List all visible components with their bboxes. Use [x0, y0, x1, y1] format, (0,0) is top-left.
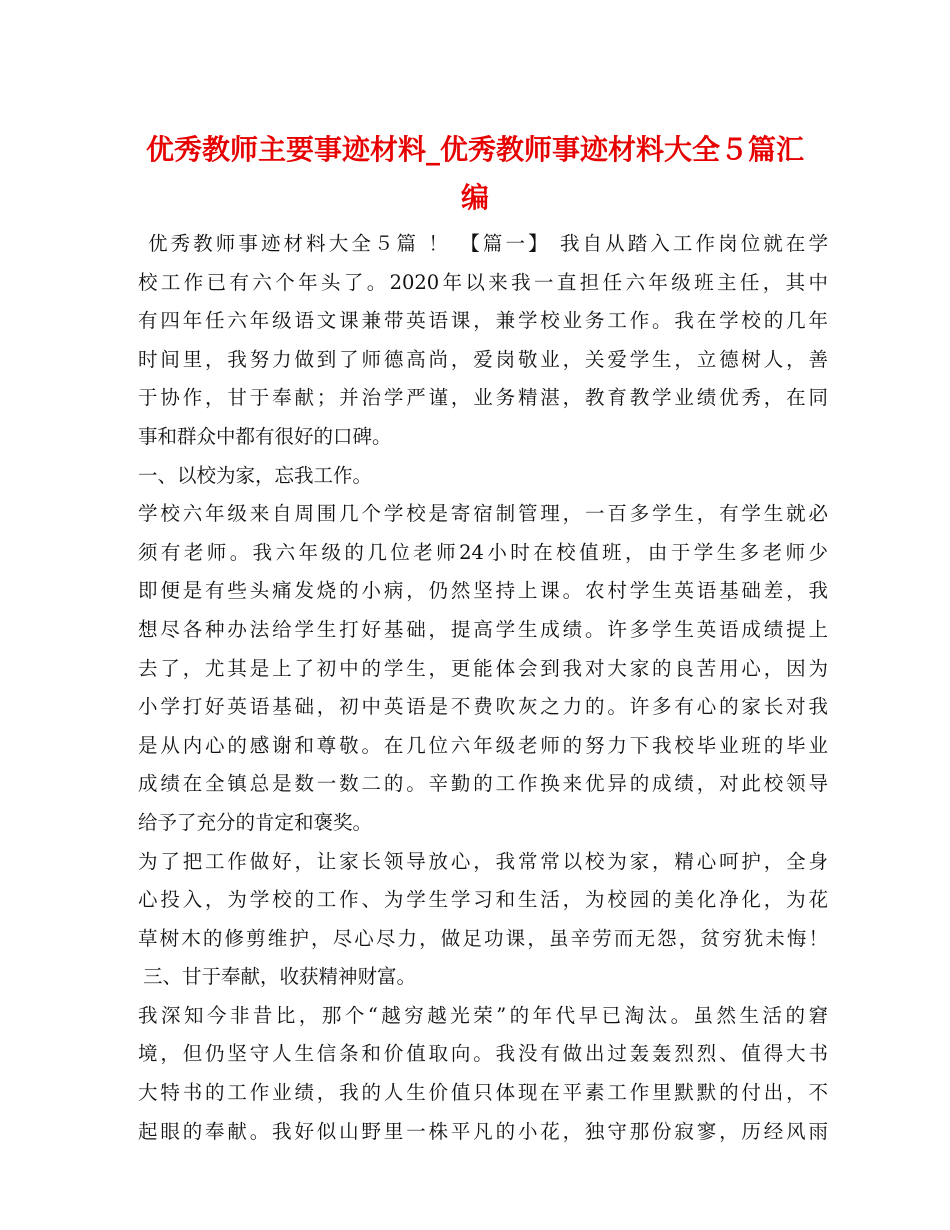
- body-line: 想尽各种办法给学生打好基础，提高学生成绩。许多学生英语成绩提上: [138, 617, 828, 641]
- document-body: [138, 225, 828, 1151]
- body-line: 须有老师。我六年级的几位老师24小时在校值班，由于学生多老师少: [138, 540, 828, 564]
- body-line: 成绩在全镇总是数一数二的。辛勤的工作换来优异的成绩，对此校领导: [138, 772, 828, 796]
- title-line-1: 优秀教师主要事迹材料_优秀教师事迹材料大全５篇汇: [145, 133, 804, 166]
- body-line: 是从内心的感谢和尊敬。在几位六年级老师的努力下我校毕业班的毕业: [138, 733, 828, 757]
- body-line: 草树木的修剪维护，尽心尽力，做足功课，虽辛劳而无怨，贫穷犹未悔！: [138, 926, 828, 950]
- body-line: 境，但仍坚守人生信条和价值取向。我没有做出过轰轰烈烈、值得大书: [138, 1042, 828, 1066]
- body-line: 有四年任六年级语文课兼带英语课，兼学校业务工作。我在学校的几年: [138, 309, 828, 333]
- body-line: 即便是有些头痛发烧的小病，仍然坚持上课。农村学生英语基础差，我: [138, 579, 828, 603]
- body-line: 事和群众中都有很好的口碑。: [138, 424, 392, 448]
- title-line-2: 编: [460, 181, 489, 214]
- body-line: 给予了充分的肯定和褒奖。: [138, 810, 373, 834]
- section-heading: 三、甘于奉献，收获精神财富。: [143, 965, 417, 989]
- body-line: 小学打好英语基础，初中英语是不费吹灰之力的。许多有心的家长对我: [138, 695, 828, 719]
- body-line: 起眼的奉献。我好似山野里一株平凡的小花，独守那份寂寥，历经风雨: [138, 1119, 828, 1143]
- body-line: 学校六年级来自周围几个学校是寄宿制管理，一百多学生，有学生就必: [138, 502, 828, 526]
- body-line: 校工作已有六个年头了。2020年以来我一直担任六年级班主任，其中: [138, 270, 828, 294]
- body-line: 我深知今非昔比，那个“越穷越光荣”的年代早已淘汰。虽然生活的窘: [138, 1003, 828, 1027]
- body-line: 于协作，甘于奉献；并治学严谨，业务精湛，教育教学业绩优秀，在同: [138, 386, 828, 410]
- body-line: 心投入，为学校的工作、为学生学习和生活，为校园的美化净化，为花: [138, 888, 828, 912]
- body-line: 时间里，我努力做到了师德高尚，爱岗敬业，关爱学生，立德树人，善: [138, 347, 828, 371]
- document-title: [120, 126, 830, 222]
- body-line: 优秀教师事迹材料大全５篇 ！ 【篇一】 我自从踏入工作岗位就在学: [148, 232, 828, 255]
- body-line: 去了，尤其是上了初中的学生，更能体会到我对大家的良苦用心，因为: [138, 656, 828, 680]
- section-heading: 一、以校为家，忘我工作。: [138, 463, 373, 487]
- body-line: 为了把工作做好，让家长领导放心，我常常以校为家，精心呵护，全身: [138, 849, 828, 873]
- body-line: 大特书的工作业绩，我的人生价值只体现在平素工作里默默的付出，不: [138, 1081, 828, 1105]
